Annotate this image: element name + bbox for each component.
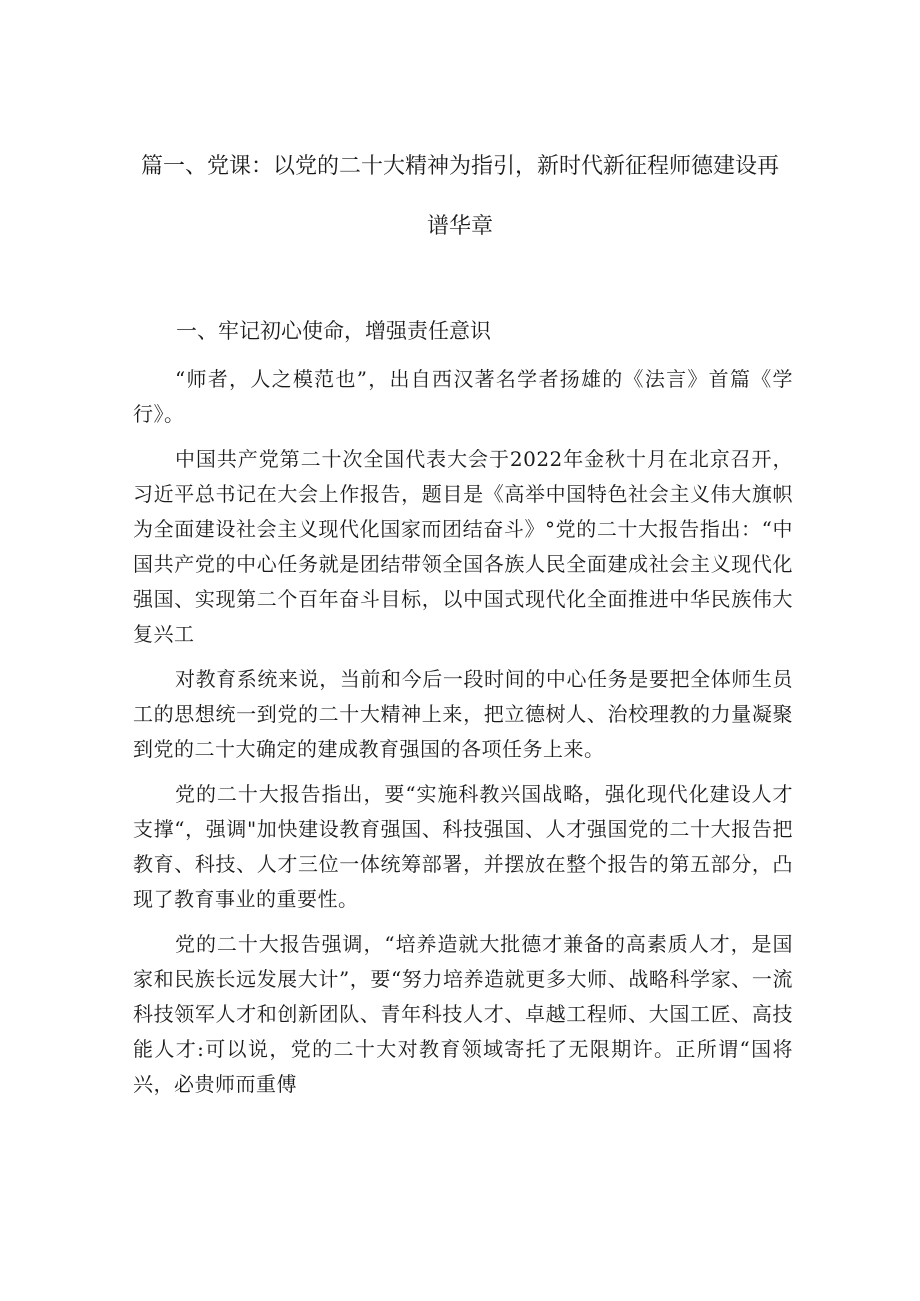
paragraph-3: 对教育系统来说，当前和今后一段时间的中心任务是要把全体师生员工的思想统一到党的二十大精神上来，把立德树人、治校理教的力量凝聚到党的二十大确定的建成教育强国的各项任务上来。 [133,667,793,761]
paragraph-1: “师者，人之模范也”，出自西汉著名学者扬雄的《法言》首篇《学行》。 [133,367,793,426]
document-body [133,362,793,1112]
paragraph-4: 党的二十大报告指出，要“实施科教兴国战略，强化现代化建设人才支撑“，强调"加快建设教育强国、科技强国、人才强国党的二十大报告把教育、科技、人才三位一体统筹部署，并摆放在整个报告的第五部分，凸现了教育事业的重要性。 [133,782,793,911]
document-title-line-1: 篇一、党课：以党的二十大精神为指引，新时代新征程师德建设再 [140,154,779,179]
document-title-line-2: 谱华章 [426,214,493,239]
section-heading: 一、牢记初心使命，增强责任意识 [176,319,491,343]
paragraph-2: 中国共产党第二十次全国代表大会于2022年金秋十月在北京召开，习近平总书记在大会上作报告，题目是《高举中国特色社会主义伟大旗帜为全面建设社会主义现代化国家而团结奋斗》°党的二十大报告指出：“中国共产党的中心任务就是团结带领全国各族人民全面建成社会主义现代化强国、实现第二个百年奋斗目标，以中国式现代化全面推进中华民族伟大复兴工 [133,447,793,646]
paragraph-5: 党的二十大报告强调，“培养造就大批德才兼备的高素质人才，是国家和民族长远发展大计”，要“努力培养造就更多大师、战略科学家、一流科技领军人才和创新团队、青年科技人才、卓越工程师、大国工匠、高技能人才:可以说，党的二十大对教育领域寄托了无限期许。正所谓“国将兴，必贵师而重傅 [133,932,793,1096]
